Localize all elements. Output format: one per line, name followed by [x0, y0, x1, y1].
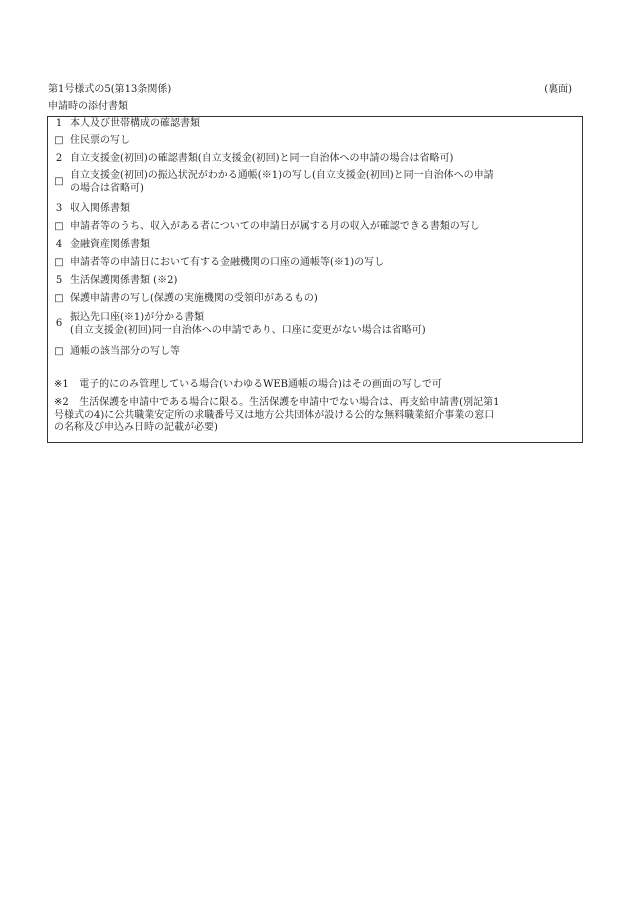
- section-heading: [48, 118, 582, 131]
- checkbox[interactable]: □: [54, 293, 64, 304]
- checklist-item: [48, 293, 582, 306]
- checklist-item: [48, 221, 582, 234]
- checklist-item-label: 申請者等の申請日において有する金融機関の口座の通帳等(※1)の写し: [70, 257, 385, 268]
- section-heading: [48, 239, 582, 252]
- footnote-text: 号様式の4)に公共職業安定所の求職番号又は地方公共団体が設ける公的な無料職業紹介事業の窓口: [54, 409, 495, 421]
- section-heading: [48, 203, 582, 216]
- checkbox[interactable]: □: [54, 176, 64, 188]
- checklist-item-label: [70, 170, 582, 195]
- section-title: 収入関係書類: [70, 203, 130, 214]
- section-title: 生活保護関係書類 (※2): [70, 275, 178, 286]
- attachments-box: [47, 116, 583, 443]
- footnote-text: 生活保護を申請中である場合に限る。生活保護を申請中でない場合は、再支給申請書(別記第1: [79, 397, 500, 408]
- checkbox[interactable]: □: [54, 135, 64, 146]
- section-number: 1: [55, 118, 63, 129]
- checklist-item: [48, 346, 582, 359]
- title-line: 振込先口座(※1)が分かる書類: [70, 312, 205, 323]
- footnote-marker: ※2: [54, 397, 69, 408]
- section-heading: [48, 275, 582, 288]
- footnote-text: 電子的にのみ管理している場合(いわゆるWEB通帳の場合)はその画面の写しで可: [79, 379, 442, 390]
- label-line: の場合は省略可): [70, 182, 144, 194]
- checklist-item: [48, 257, 582, 270]
- label-line: 自立支援金(初回)の振込状況がわかる通帳(※1)の写し(自立支援金(初回)と同一自治体への申請: [70, 170, 494, 181]
- section-number: 6: [55, 318, 63, 330]
- checklist-item-label: 通帳の該当部分の写し等: [70, 346, 180, 357]
- form-header: [48, 84, 572, 98]
- section-title: 自立支援金(初回)の確認書類(自立支援金(初回)と同一自治体への申請の場合は省略可): [70, 153, 454, 164]
- section-heading: [48, 153, 582, 166]
- section-title: 金融資産関係書類: [70, 239, 150, 250]
- section-title: 本人及び世帯構成の確認書類: [70, 118, 200, 129]
- footnote-text: の名称及び申込み日時の記載が必要): [54, 422, 218, 433]
- section-title: [70, 312, 582, 337]
- section-number: 4: [55, 239, 63, 250]
- checkbox[interactable]: □: [54, 346, 64, 357]
- checkbox[interactable]: □: [54, 257, 64, 268]
- footnote-1: [54, 379, 574, 392]
- checkbox[interactable]: □: [54, 221, 64, 232]
- page-side-label: (裏面): [544, 84, 572, 95]
- footnote-marker: ※1: [54, 379, 69, 390]
- form-id: 第1号様式の5(第13条関係): [48, 84, 172, 95]
- checklist-item-label: 保護申請書の写し(保護の実施機関の受領印があるもの): [70, 293, 318, 304]
- section-number: 5: [55, 275, 63, 286]
- checklist-item: [48, 170, 582, 195]
- title-line: (自立支援金(初回)同一自治体への申請であり、口座に変更がない場合は省略可): [70, 324, 426, 336]
- section-number: 2: [55, 153, 63, 164]
- footnote-2: [54, 397, 574, 435]
- checklist-item: [48, 135, 582, 148]
- section-number: 3: [55, 203, 63, 214]
- checklist-item-label: 住民票の写し: [70, 135, 130, 146]
- section-heading: [48, 312, 582, 337]
- page-title: 申請時の添付書類: [48, 101, 128, 112]
- checklist-item-label: 申請者等のうち、収入がある者についての申請日が属する月の収入が確認できる書類の写し: [70, 221, 480, 232]
